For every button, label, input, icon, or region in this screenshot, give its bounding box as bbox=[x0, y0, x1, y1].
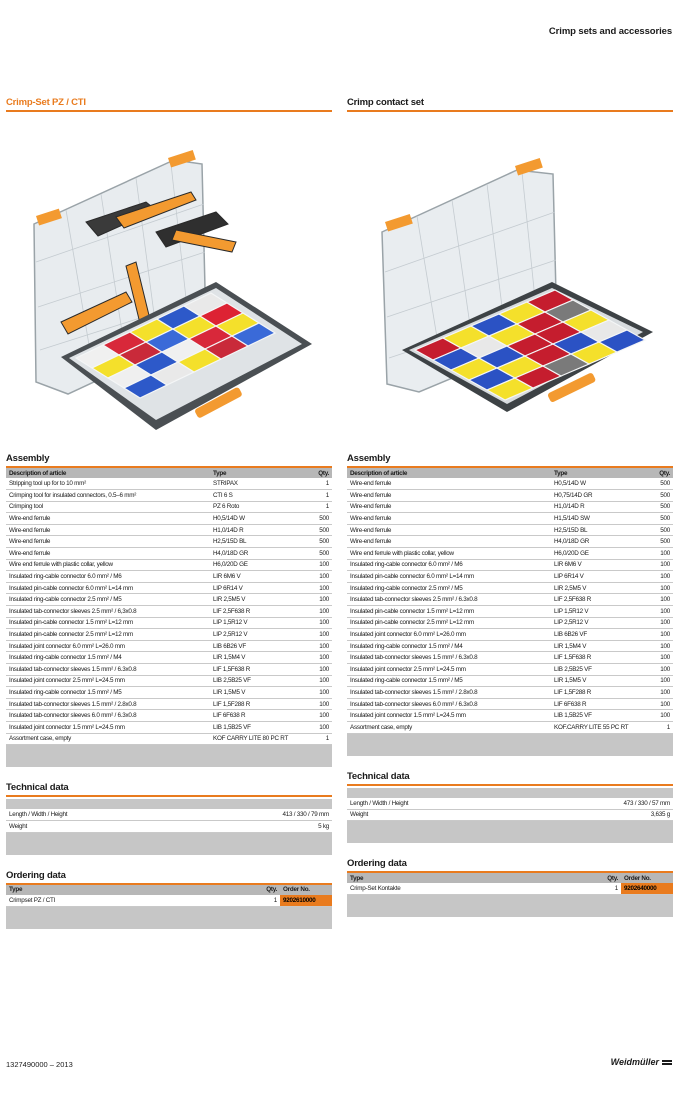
article-type: PZ 6 Roto bbox=[210, 501, 310, 513]
article-description: Insulated joint connector 1.5 mm² L=24.5 mm bbox=[347, 710, 551, 722]
column-header-order-no: Order No. bbox=[280, 885, 332, 895]
table-row bbox=[347, 490, 673, 502]
article-type: LIF 1,5F288 R bbox=[210, 698, 310, 710]
table-row bbox=[347, 536, 673, 548]
column-header-type: Type bbox=[347, 873, 603, 883]
ordering-header-row bbox=[6, 885, 332, 895]
article-qty: 100 bbox=[651, 640, 673, 652]
article-type: H0,5/14D W bbox=[551, 478, 651, 490]
article-description: Wire-end ferrule bbox=[6, 536, 210, 548]
article-description: Wire-end ferrule bbox=[347, 501, 551, 513]
table-row bbox=[6, 809, 332, 821]
article-qty: 500 bbox=[310, 513, 332, 525]
article-type: LIR 1,5M5 V bbox=[551, 675, 651, 687]
column-header-qty: Qty. bbox=[651, 468, 673, 478]
article-description: Wire-end ferrule bbox=[347, 513, 551, 525]
table-row bbox=[347, 594, 673, 606]
table-footer-band bbox=[6, 833, 332, 855]
order-qty: 1 bbox=[262, 895, 280, 907]
article-description: Insulated tab-connector sleeves 1.5 mm² / 2.8x0.8 bbox=[347, 687, 551, 699]
technical-data-heading: Technical data bbox=[347, 770, 410, 782]
article-type: H2,5/15D BL bbox=[210, 536, 310, 548]
contact-set-case-illustration bbox=[347, 112, 673, 452]
ordering-data-heading: Ordering data bbox=[347, 858, 407, 870]
article-description: Wire-end ferrule bbox=[347, 490, 551, 502]
table-row bbox=[6, 513, 332, 525]
article-type: LIB 1,5B25 VF bbox=[551, 710, 651, 722]
table-footer-band bbox=[347, 734, 673, 756]
article-type: LIB 6B26 VF bbox=[551, 629, 651, 641]
article-description: Insulated pin-cable connector 1.5 mm² L=12 mm bbox=[347, 606, 551, 618]
article-type: KOF CARRY LITE 80 PC RT bbox=[210, 733, 310, 745]
article-description: Insulated tab-connector sleeves 1.5 mm² / 6.3x0.8 bbox=[6, 664, 210, 676]
article-qty: 100 bbox=[651, 548, 673, 560]
article-type: H2,5/15D BL bbox=[551, 524, 651, 536]
table-row bbox=[347, 883, 673, 895]
article-qty: 100 bbox=[310, 571, 332, 583]
article-qty: 100 bbox=[310, 640, 332, 652]
article-description: Insulated tab-connector sleeves 1.5 mm² / 2.8x0.8 bbox=[6, 698, 210, 710]
column-header-order-no: Order No. bbox=[621, 873, 673, 883]
article-qty: 100 bbox=[310, 594, 332, 606]
product-title: Crimp contact set bbox=[347, 97, 424, 108]
article-type: LIB 1,5B25 VF bbox=[210, 721, 310, 733]
table-row bbox=[6, 536, 332, 548]
article-description: Insulated tab-connector sleeves 6.0 mm² / 6.3x0.8 bbox=[347, 698, 551, 710]
article-description: Insulated pin-cable connector 6.0 mm² L=14 mm bbox=[6, 582, 210, 594]
article-type: H0,5/14D W bbox=[210, 513, 310, 525]
assembly-header-row bbox=[347, 468, 673, 478]
table-row bbox=[6, 640, 332, 652]
article-type: LIR 1,5M5 V bbox=[210, 687, 310, 699]
article-qty: 500 bbox=[310, 536, 332, 548]
ordering-header-row bbox=[347, 873, 673, 883]
article-qty: 100 bbox=[310, 617, 332, 629]
table-row bbox=[6, 478, 332, 490]
technical-data-table bbox=[6, 809, 332, 833]
technical-data-divider bbox=[6, 795, 332, 797]
table-row bbox=[347, 675, 673, 687]
article-type: LIR 1,5M4 V bbox=[210, 652, 310, 664]
article-description: Insulated ring-cable connector 1.5 mm² / M5 bbox=[347, 675, 551, 687]
article-type: KOF.CARRY LITE 55 PC RT bbox=[551, 721, 651, 733]
article-type: LIF 2,5F638 R bbox=[551, 594, 651, 606]
crimp-set-case-illustration bbox=[6, 112, 332, 452]
table-row bbox=[347, 513, 673, 525]
table-footer-band bbox=[6, 907, 332, 929]
table-row bbox=[347, 710, 673, 722]
table-row bbox=[347, 629, 673, 641]
article-description: Insulated ring-cable connector 1.5 mm² / M5 bbox=[6, 687, 210, 699]
assembly-table bbox=[347, 468, 673, 734]
article-type: LIB 6B26 VF bbox=[210, 640, 310, 652]
article-qty: 100 bbox=[310, 687, 332, 699]
table-row bbox=[6, 687, 332, 699]
table-row bbox=[6, 664, 332, 676]
article-description: Wire-end ferrule bbox=[347, 524, 551, 536]
document-number: 1327490000 – 2013 bbox=[6, 1060, 73, 1069]
table-footer-band bbox=[347, 821, 673, 843]
article-qty: 100 bbox=[651, 582, 673, 594]
table-row bbox=[347, 698, 673, 710]
article-type: LIB 2,5B25 VF bbox=[551, 664, 651, 676]
ordering-data-table bbox=[347, 873, 673, 895]
order-qty: 1 bbox=[603, 883, 621, 895]
column-header-type: Type bbox=[6, 885, 262, 895]
article-qty: 100 bbox=[310, 629, 332, 641]
technical-data-table bbox=[347, 798, 673, 822]
table-row bbox=[6, 501, 332, 513]
product-title: Crimp-Set PZ / CTI bbox=[6, 97, 86, 108]
article-description: Wire end ferrule with plastic collar, yellow bbox=[6, 559, 210, 571]
table-row bbox=[347, 582, 673, 594]
technical-data-heading: Technical data bbox=[6, 782, 69, 794]
column-header-qty: Qty. bbox=[310, 468, 332, 478]
article-qty: 100 bbox=[651, 617, 673, 629]
article-description: Insulated joint connector 2.5 mm² L=24.5 mm bbox=[347, 664, 551, 676]
assembly-heading: Assembly bbox=[347, 453, 391, 464]
brand-logo bbox=[611, 1057, 672, 1067]
article-type: LIB 2,5B25 VF bbox=[210, 675, 310, 687]
assembly-header-row bbox=[6, 468, 332, 478]
product-column-crimp-contact-set bbox=[347, 96, 673, 917]
table-row bbox=[347, 664, 673, 676]
article-qty: 100 bbox=[651, 698, 673, 710]
order-type: Crimp-Set Kontakte bbox=[347, 883, 603, 895]
table-row bbox=[6, 559, 332, 571]
article-description: Wire-end ferrule bbox=[6, 513, 210, 525]
table-row bbox=[347, 687, 673, 699]
article-type: H4,0/18D GR bbox=[210, 548, 310, 560]
article-type: H6,0/20D GE bbox=[210, 559, 310, 571]
tech-label: Length / Width / Height bbox=[347, 798, 526, 810]
order-number: 9202640000 bbox=[621, 883, 673, 895]
article-qty: 100 bbox=[651, 559, 673, 571]
article-type: LIR 6M6 V bbox=[210, 571, 310, 583]
article-qty: 100 bbox=[310, 721, 332, 733]
tech-label: Length / Width / Height bbox=[6, 809, 185, 821]
table-row bbox=[347, 798, 673, 810]
table-row bbox=[6, 895, 332, 907]
article-type: LIR 6M6 V bbox=[551, 559, 651, 571]
article-type: CTI 6 S bbox=[210, 490, 310, 502]
table-row bbox=[347, 501, 673, 513]
product-column-crimp-set bbox=[6, 96, 332, 929]
article-description: Insulated ring-cable connector 6.0 mm² / M6 bbox=[6, 571, 210, 583]
article-description: Insulated pin-cable connector 1.5 mm² L=12 mm bbox=[6, 617, 210, 629]
table-row bbox=[347, 524, 673, 536]
weidmuller-logo-icon bbox=[662, 1058, 672, 1067]
column-header-type: Type bbox=[210, 468, 310, 478]
assembly-table bbox=[6, 468, 332, 745]
table-row bbox=[6, 582, 332, 594]
article-qty: 100 bbox=[651, 675, 673, 687]
column-header-description: Description of article bbox=[347, 468, 551, 478]
table-row bbox=[347, 559, 673, 571]
article-description: Assortment case, empty bbox=[6, 733, 210, 745]
article-qty: 500 bbox=[310, 548, 332, 560]
article-type: H1,0/14D R bbox=[551, 501, 651, 513]
column-header-description: Description of article bbox=[6, 468, 210, 478]
article-type: LIF 6F638 R bbox=[551, 698, 651, 710]
article-description: Wire-end ferrule bbox=[6, 548, 210, 560]
article-qty: 100 bbox=[310, 582, 332, 594]
article-description: Crimping tool bbox=[6, 501, 210, 513]
article-description: Insulated ring-cable connector 1.5 mm² / M4 bbox=[347, 640, 551, 652]
article-type: LIP 1,5R12 V bbox=[551, 606, 651, 618]
article-type: H4,0/18D GR bbox=[551, 536, 651, 548]
article-qty: 100 bbox=[310, 710, 332, 722]
article-type: H1,5/14D SW bbox=[551, 513, 651, 525]
article-qty: 500 bbox=[651, 490, 673, 502]
table-row bbox=[347, 652, 673, 664]
article-type: LIR 1,5M4 V bbox=[551, 640, 651, 652]
article-description: Insulated ring-cable connector 1.5 mm² / M4 bbox=[6, 652, 210, 664]
article-description: Insulated joint connector 1.5 mm² L=24.5 mm bbox=[6, 721, 210, 733]
article-qty: 100 bbox=[310, 559, 332, 571]
table-footer-band bbox=[6, 745, 332, 767]
article-qty: 500 bbox=[651, 513, 673, 525]
article-type: LIP 2,5R12 V bbox=[551, 617, 651, 629]
table-row bbox=[6, 698, 332, 710]
article-type: H0,75/14D GR bbox=[551, 490, 651, 502]
article-type: LIR 2,5M5 V bbox=[210, 594, 310, 606]
table-row bbox=[347, 617, 673, 629]
article-type: LIF 2,5F638 R bbox=[210, 606, 310, 618]
article-qty: 100 bbox=[651, 664, 673, 676]
article-description: Insulated tab-connector sleeves 1.5 mm² / 6.3x0.8 bbox=[347, 652, 551, 664]
article-type: LIP 2,5R12 V bbox=[210, 629, 310, 641]
article-description: Insulated tab-connector sleeves 6.0 mm² / 6.3x0.8 bbox=[6, 710, 210, 722]
article-qty: 1 bbox=[310, 478, 332, 490]
article-type: LIF 1,5F638 R bbox=[210, 664, 310, 676]
article-description: Insulated pin-cable connector 2.5 mm² L=12 mm bbox=[6, 629, 210, 641]
table-row bbox=[6, 571, 332, 583]
article-type: LIP 6R14 V bbox=[551, 571, 651, 583]
article-qty: 500 bbox=[651, 501, 673, 513]
article-qty: 1 bbox=[310, 501, 332, 513]
table-row bbox=[6, 606, 332, 618]
article-description: Insulated ring-cable connector 2.5 mm² / M5 bbox=[347, 582, 551, 594]
table-row bbox=[347, 721, 673, 733]
article-description: Insulated tab-connector sleeves 2.5 mm² / 6.3x0.8 bbox=[347, 594, 551, 606]
article-qty: 1 bbox=[651, 721, 673, 733]
table-row bbox=[347, 640, 673, 652]
table-row bbox=[6, 524, 332, 536]
article-type: STRIPAX bbox=[210, 478, 310, 490]
article-type: LIP 1,5R12 V bbox=[210, 617, 310, 629]
article-description: Insulated ring-cable connector 6.0 mm² / M6 bbox=[347, 559, 551, 571]
article-description: Crimping tool for insulated connectors, 0.5–6 mm² bbox=[6, 490, 210, 502]
assembly-heading: Assembly bbox=[6, 453, 50, 464]
article-type: LIF 1,5F638 R bbox=[551, 652, 651, 664]
article-description: Stripping tool up for to 10 mm² bbox=[6, 478, 210, 490]
tech-value: 413 / 330 / 79 mm bbox=[185, 809, 332, 821]
tech-label: Weight bbox=[347, 809, 526, 821]
article-type: LIR 2,5M5 V bbox=[551, 582, 651, 594]
article-description: Wire end ferrule with plastic collar, yellow bbox=[347, 548, 551, 560]
article-description: Insulated joint connector 2.5 mm² L=24.5 mm bbox=[6, 675, 210, 687]
article-qty: 100 bbox=[310, 675, 332, 687]
table-row bbox=[6, 721, 332, 733]
table-row bbox=[6, 821, 332, 833]
table-row bbox=[6, 652, 332, 664]
table-footer-band bbox=[347, 895, 673, 917]
tech-value: 473 / 330 / 57 mm bbox=[526, 798, 673, 810]
table-row bbox=[347, 548, 673, 560]
table-row bbox=[6, 490, 332, 502]
order-number: 9202610000 bbox=[280, 895, 332, 907]
table-row bbox=[6, 617, 332, 629]
article-qty: 100 bbox=[310, 606, 332, 618]
article-qty: 500 bbox=[651, 524, 673, 536]
article-qty: 100 bbox=[310, 698, 332, 710]
article-qty: 100 bbox=[651, 629, 673, 641]
article-type: LIF 1,5F288 R bbox=[551, 687, 651, 699]
technical-data-divider bbox=[347, 784, 673, 786]
article-type: LIF 6F638 R bbox=[210, 710, 310, 722]
table-row bbox=[6, 675, 332, 687]
article-description: Insulated pin-cable connector 6.0 mm² L=14 mm bbox=[347, 571, 551, 583]
article-description: Wire-end ferrule bbox=[347, 536, 551, 548]
article-description: Assortment case, empty bbox=[347, 721, 551, 733]
product-photo-crimp-contact-set bbox=[347, 112, 673, 452]
tech-value: 3,635 g bbox=[526, 809, 673, 821]
article-type: H1,0/14D R bbox=[210, 524, 310, 536]
table-row bbox=[6, 629, 332, 641]
table-row bbox=[347, 606, 673, 618]
article-qty: 100 bbox=[651, 606, 673, 618]
tech-value: 5 kg bbox=[185, 821, 332, 833]
article-qty: 500 bbox=[651, 478, 673, 490]
article-qty: 1 bbox=[310, 490, 332, 502]
article-qty: 100 bbox=[651, 571, 673, 583]
table-row bbox=[6, 733, 332, 745]
article-description: Insulated pin-cable connector 2.5 mm² L=12 mm bbox=[347, 617, 551, 629]
brand-name: Weidmüller bbox=[610, 1057, 659, 1067]
technical-data-header-band bbox=[347, 788, 673, 798]
column-header-type: Type bbox=[551, 468, 651, 478]
article-qty: 100 bbox=[310, 652, 332, 664]
article-description: Insulated joint connector 6.0 mm² L=26.0 mm bbox=[347, 629, 551, 641]
article-type: LIP 6R14 V bbox=[210, 582, 310, 594]
article-description: Wire-end ferrule bbox=[347, 478, 551, 490]
table-row bbox=[347, 571, 673, 583]
article-description: Wire-end ferrule bbox=[6, 524, 210, 536]
table-row bbox=[6, 594, 332, 606]
article-qty: 100 bbox=[651, 687, 673, 699]
article-qty: 100 bbox=[310, 664, 332, 676]
column-header-qty: Qty. bbox=[262, 885, 280, 895]
article-qty: 100 bbox=[651, 594, 673, 606]
article-description: Insulated tab-connector sleeves 2.5 mm² / 6,3x0.8 bbox=[6, 606, 210, 618]
product-photo-crimp-set bbox=[6, 112, 332, 452]
table-row bbox=[6, 548, 332, 560]
article-description: Insulated ring-cable connector 2.5 mm² / M5 bbox=[6, 594, 210, 606]
article-qty: 100 bbox=[651, 710, 673, 722]
table-row bbox=[347, 478, 673, 490]
technical-data-header-band bbox=[6, 799, 332, 809]
article-description: Insulated joint connector 6.0 mm² L=26.0 mm bbox=[6, 640, 210, 652]
order-type: Crimpset PZ / CTI bbox=[6, 895, 262, 907]
ordering-data-heading: Ordering data bbox=[6, 869, 66, 881]
table-row bbox=[347, 809, 673, 821]
article-qty: 500 bbox=[651, 536, 673, 548]
article-qty: 500 bbox=[310, 524, 332, 536]
table-row bbox=[6, 710, 332, 722]
tech-label: Weight bbox=[6, 821, 185, 833]
article-type: H6,0/20D GE bbox=[551, 548, 651, 560]
page-header-title: Crimp sets and accessories bbox=[548, 26, 672, 37]
article-qty: 100 bbox=[651, 652, 673, 664]
ordering-data-table bbox=[6, 885, 332, 907]
article-qty: 1 bbox=[310, 733, 332, 745]
column-header-qty: Qty. bbox=[603, 873, 621, 883]
